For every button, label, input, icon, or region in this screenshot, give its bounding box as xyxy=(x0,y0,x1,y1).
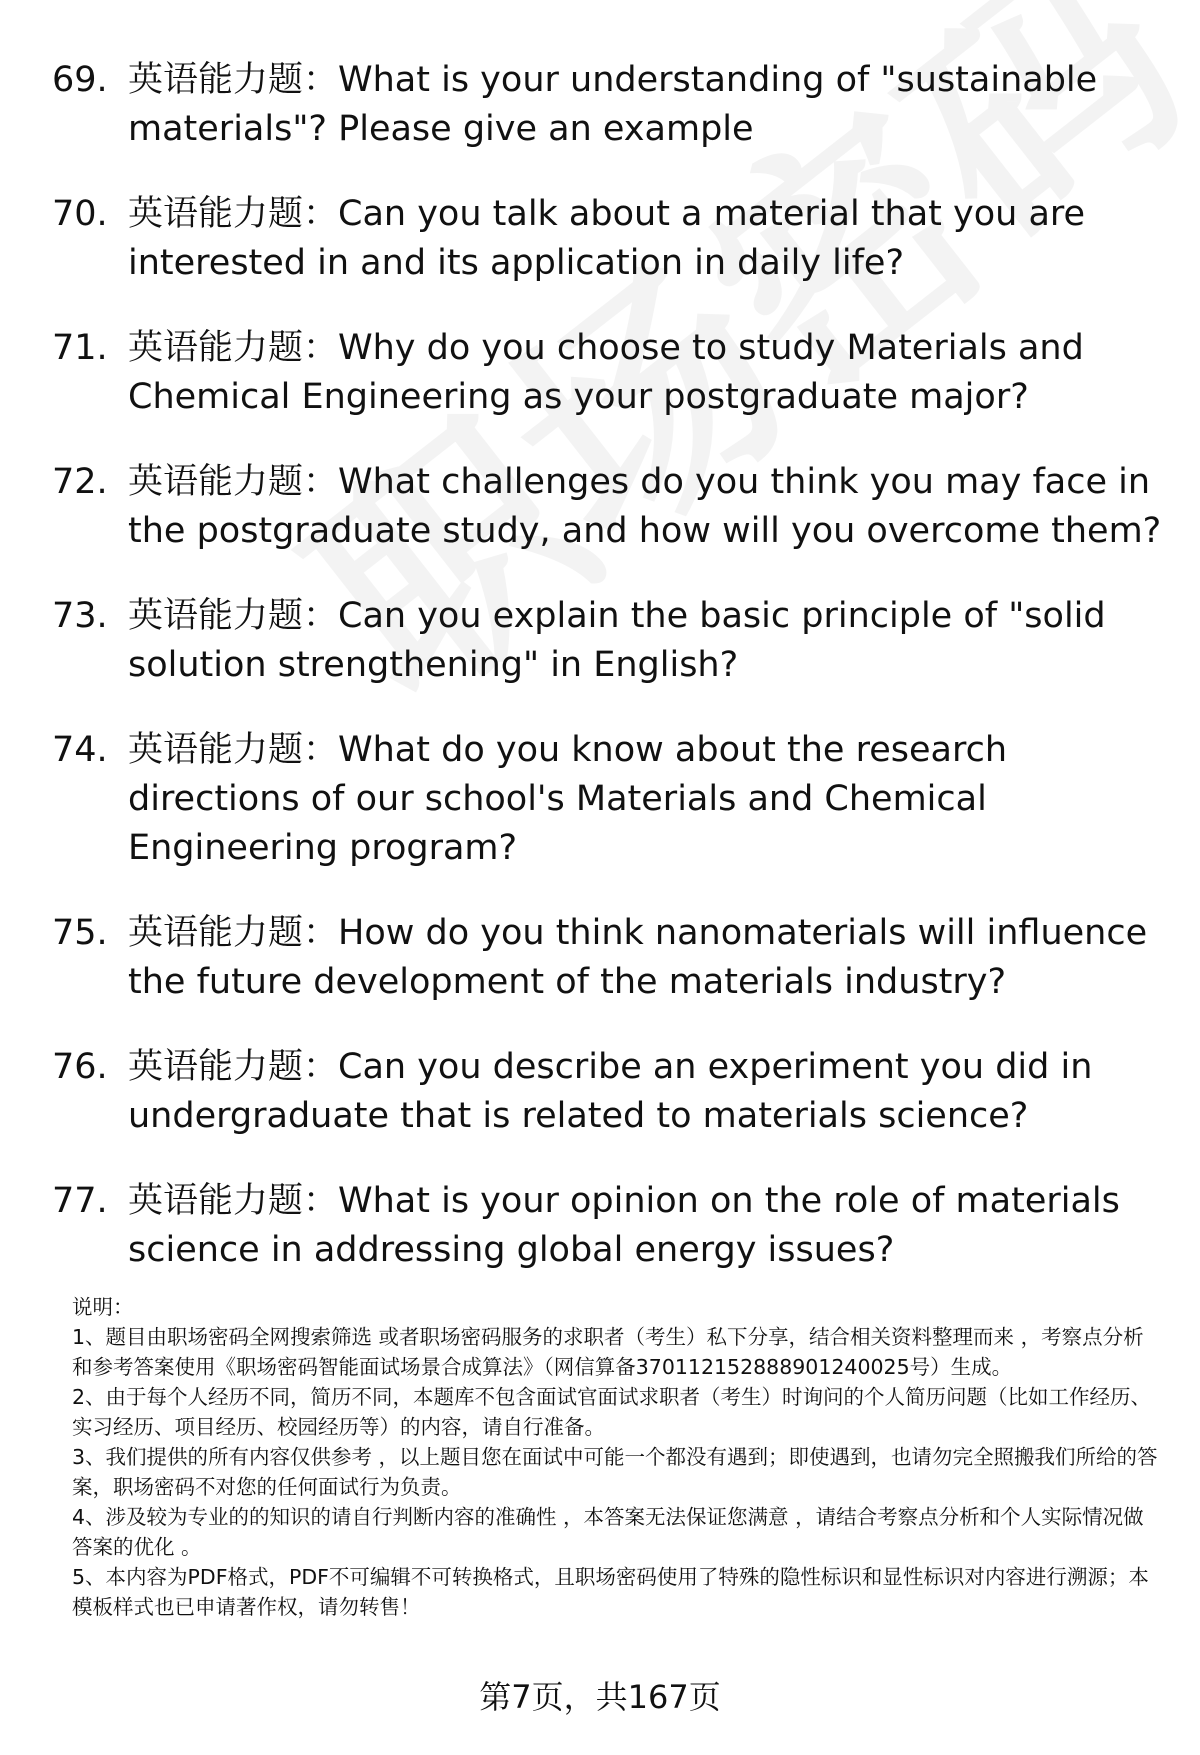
question-text: What do you know about the research directions of our school's Materials and Chemical Engineering program? xyxy=(128,730,1007,868)
note-item: 5、本内容为PDF格式，PDF不可编辑不可转换格式，且职场密码使用了特殊的隐性标识和显性标识对内容进行溯源；本模板样式也已申请著作权，请勿转售！ xyxy=(72,1565,1149,1619)
page-number: 第7页，共167页 xyxy=(479,1678,721,1716)
question-item xyxy=(52,726,1162,873)
question-number: 72. xyxy=(52,462,108,502)
question-text: What is your opinion on the role of materials science in addressing global energy issues? xyxy=(128,1181,1120,1270)
question-item xyxy=(52,909,1162,1007)
question-list xyxy=(52,56,1162,1311)
question-tag: 英语能力题： xyxy=(128,1047,339,1087)
note-item: 4、涉及较为专业的的知识的请自行判断内容的准确性 ，本答案无法保证您满意 ，请结合考察点分析和个人实际情况做答案的优化 。 xyxy=(72,1505,1144,1559)
question-number: 76. xyxy=(52,1047,108,1087)
question-tag: 英语能力题： xyxy=(128,596,339,636)
question-tag: 英语能力题： xyxy=(128,328,339,368)
question-number: 69. xyxy=(52,60,108,100)
question-number: 70. xyxy=(52,194,108,234)
question-tag: 英语能力题： xyxy=(128,913,339,953)
note-item: 3、我们提供的所有内容仅供参考 ，以上题目您在面试中可能一个都没有遇到；即使遇到，也请勿完全照搬我们所给的答案，职场密码不对您的任何面试行为负责。 xyxy=(72,1445,1158,1499)
question-item xyxy=(52,56,1162,154)
question-item xyxy=(52,324,1162,422)
question-item xyxy=(52,592,1162,690)
question-text: What is your understanding of "sustainable materials"? Please give an example xyxy=(128,60,1098,149)
question-number: 73. xyxy=(52,596,108,636)
question-item xyxy=(52,458,1162,556)
question-text: Can you describe an experiment you did in undergraduate that is related to materials science? xyxy=(128,1047,1093,1136)
question-tag: 英语能力题： xyxy=(128,730,339,770)
question-text: Why do you choose to study Materials and Chemical Engineering as your postgraduate major? xyxy=(128,328,1084,417)
question-number: 74. xyxy=(52,730,108,770)
question-text: Can you talk about a material that you are interested in and its application in daily life? xyxy=(128,194,1086,283)
question-tag: 英语能力题： xyxy=(128,194,339,234)
question-number: 77. xyxy=(52,1181,108,1221)
notes-title: 说明： xyxy=(72,1295,134,1319)
question-text: Can you explain the basic principle of "solid solution strengthening" in English? xyxy=(128,596,1106,685)
notes-section xyxy=(72,1292,1162,1622)
question-text: What challenges do you think you may face in the postgraduate study, and how will you overcome them? xyxy=(128,462,1162,551)
question-tag: 英语能力题： xyxy=(128,1181,339,1221)
question-item xyxy=(52,1177,1162,1275)
question-item xyxy=(52,1043,1162,1141)
question-item xyxy=(52,190,1162,288)
question-text: How do you think nanomaterials will influence the future development of the materials industry? xyxy=(128,913,1148,1002)
question-tag: 英语能力题： xyxy=(128,462,339,502)
note-item: 1、题目由职场密码全网搜索筛选 或者职场密码服务的求职者（考生）私下分享，结合相关资料整理而来 ，考察点分析和参考答案使用《职场密码智能面试场景合成算法》（网信算备370112152888901240025号）生成。 xyxy=(72,1325,1144,1379)
question-number: 75. xyxy=(52,913,108,953)
question-tag: 英语能力题： xyxy=(128,60,339,100)
note-item: 2、由于每个人经历不同，简历不同，本题库不包含面试官面试求职者（考生）时询问的个人简历问题（比如工作经历、实习经历、项目经历、校园经历等）的内容，请自行准备。 xyxy=(72,1385,1152,1439)
question-number: 71. xyxy=(52,328,108,368)
